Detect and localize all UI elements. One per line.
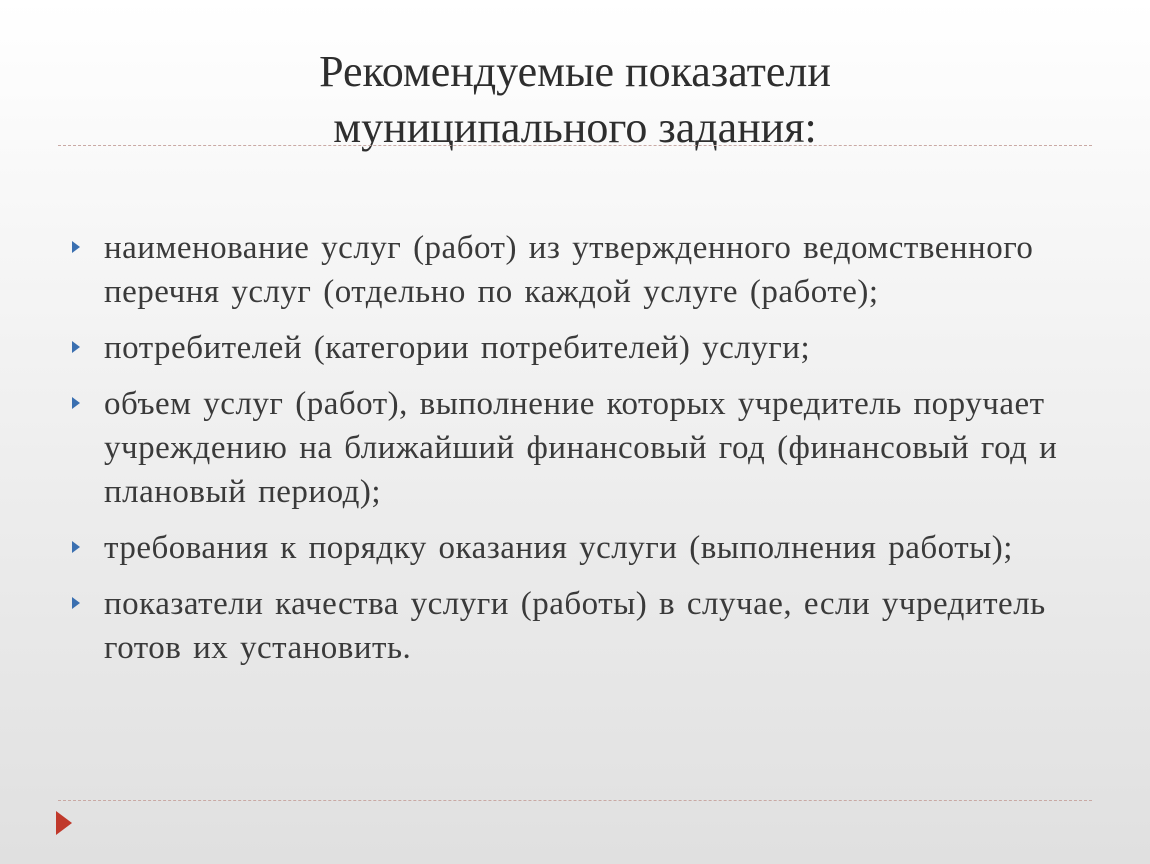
bullet-text-4: требования к порядку оказания услуги (выполнения работы); [104,530,1013,566]
bottom-divider [58,800,1092,801]
bullet-item-5 [70,582,1100,670]
bullet-list [70,226,1100,682]
bullet-item-3 [70,382,1100,514]
slide-title [0,44,1150,156]
bullet-text-1: наименование услуг (работ) из утвержденного ведомственного перечня услуг (отдельно по каждой услуге (работе); [104,230,1034,310]
bullet-item-2 [70,326,1100,370]
bullet-item-1 [70,226,1100,314]
triangle-right-icon [72,541,80,553]
top-divider [58,145,1092,146]
bullet-text-5: показатели качества услуги (работы) в случае, если учредитель готов их установить. [104,586,1046,666]
slide-title-line-2: муниципального задания: [333,103,817,152]
bullet-text-3: объем услуг (работ), выполнение которых учредитель поручает учреждению на ближайший финансовый год (финансовый год и плановый период); [104,386,1058,510]
triangle-right-icon [72,341,80,353]
triangle-right-icon [72,397,80,409]
triangle-right-icon [72,241,80,253]
bullet-item-4 [70,526,1100,570]
bullet-text-2: потребителей (категории потребителей) услуги; [104,330,811,366]
slide-title-line-1: Рекомендуемые показатели [319,47,831,96]
triangle-right-icon [72,597,80,609]
next-slide-arrow-icon[interactable] [56,811,72,835]
